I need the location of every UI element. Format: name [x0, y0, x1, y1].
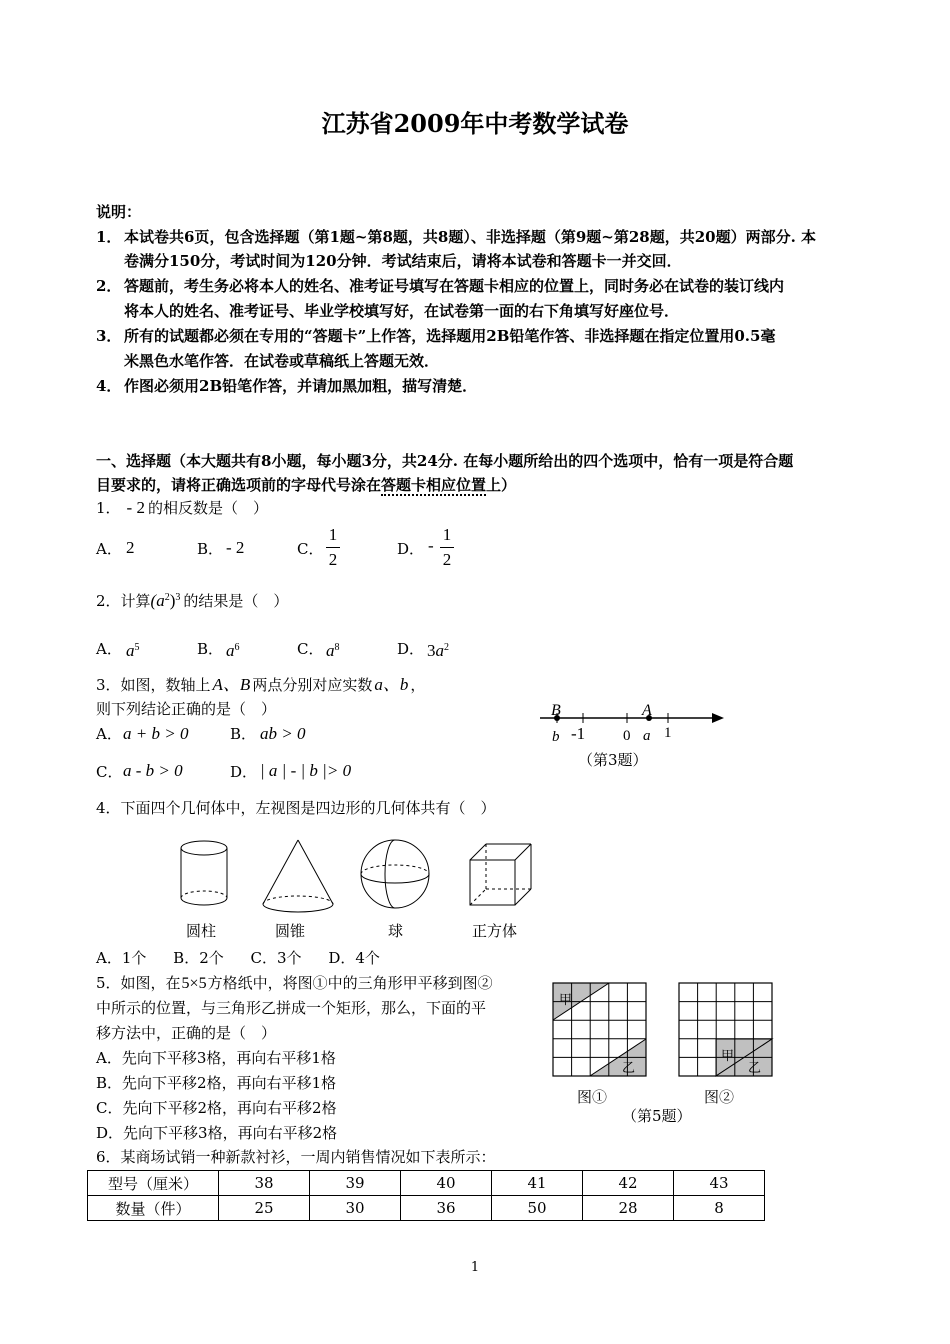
table-cell: 39	[310, 1171, 401, 1196]
table-cell: 43	[674, 1171, 765, 1196]
q2-stem: 2．计算$(a^2)^3$ 的结果是（ ）	[96, 591, 289, 610]
table-cell: 30	[310, 1196, 401, 1221]
q5-stem-line1: 5．如图，在5×5方格纸中，将图①中的三角形甲平移到图②	[96, 974, 493, 992]
label-a: a	[643, 728, 651, 744]
q2-option-a-label: A．	[96, 640, 122, 658]
label-yi: 乙	[622, 1060, 636, 1075]
label-b: b	[552, 729, 560, 745]
cube-icon	[470, 844, 531, 905]
table-cell: 25	[219, 1196, 310, 1221]
solid-label-cube: 正方体	[472, 922, 518, 940]
q1-option-c-label: C．	[297, 540, 324, 558]
fraction-numerator: 1	[442, 525, 452, 544]
q3-option-d-label: D．	[230, 763, 258, 781]
fraction-denominator: 2	[328, 550, 338, 569]
q5-grid-figure-2	[676, 980, 776, 1080]
table-cell: 42	[583, 1171, 674, 1196]
solid-label-sphere: 球	[388, 922, 404, 940]
table-cell: 28	[583, 1196, 674, 1221]
q3-option-d-expr: | a | - | b |> 0	[260, 761, 352, 780]
section1-heading-line2: 目要求的，请将正确选项前的字母代号涂在答题卡相应位置上）	[96, 476, 517, 494]
q6-sales-table	[87, 1170, 765, 1221]
cone-icon	[263, 840, 333, 912]
q4-solids-figure	[170, 836, 570, 916]
fraction-numerator: 1	[328, 525, 338, 544]
label-yi: 乙	[748, 1060, 762, 1075]
q6-stem: 6．某商场试销一种新款衬衫，一周内销售情况如下表所示：	[96, 1148, 496, 1166]
q3-option-a-label: A．	[96, 725, 122, 743]
q3-option-b-expr: ab > 0	[260, 724, 306, 743]
section1-heading-line1: 一、选择题（本大题共有8小题，每小题3分，共24分. 在每小题所给出的四个选项中，恰有一项是符合题	[96, 452, 794, 470]
table-cell: 40	[401, 1171, 492, 1196]
q1-option-a-value: 2	[126, 538, 135, 557]
q5-fig2-label: 图②	[704, 1088, 735, 1106]
table-cell: 50	[492, 1196, 583, 1221]
table-cell: 41	[492, 1171, 583, 1196]
emphasis-answer-card: 答题卡相应位置	[381, 476, 487, 494]
label-minus-one: -1	[571, 724, 586, 743]
instruction-1-line1: 本试卷共6页，包含选择题（第1题~第8题，共8题）、非选择题（第9题~第28题，共20题）两部分. 本	[124, 228, 817, 246]
row-header-size: 型号（厘米）	[88, 1171, 219, 1196]
solid-label-cone: 圆锥	[275, 922, 306, 940]
instruction-4-line1: 作图必须用2B铅笔作答，并请加黑加粗，描写清楚．	[124, 377, 478, 395]
sphere-icon	[361, 840, 429, 908]
table-cell: 36	[401, 1196, 492, 1221]
page-number: 1	[470, 1260, 480, 1275]
q4-stem: 4．下面四个几何体中，左视图是四边形的几何体共有（ ）	[96, 799, 496, 817]
table-row	[88, 1196, 765, 1221]
instruction-2-num: 2．	[96, 277, 122, 295]
q3-option-c-label: C．	[96, 763, 123, 781]
q5-stem-line2: 中所示的位置，与三角形乙拼成一个矩形，那么，下面的平	[96, 999, 487, 1017]
q5-fig1-label: 图①	[577, 1088, 608, 1106]
table-row	[88, 1171, 765, 1196]
label-A: A	[642, 702, 652, 719]
instruction-2-line1: 答题前，考生务必将本人的姓名、准考证号填写在答题卡相应的位置上，同时务必在试卷的装订线内	[124, 277, 785, 295]
q2-option-b-value: $a^6$	[226, 641, 240, 660]
instructions-heading: 说明：	[96, 203, 142, 221]
q1-option-b-value: - 2	[226, 538, 245, 557]
fraction-denominator: 2	[442, 550, 452, 569]
q5-option-a: A．先向下平移3格，再向右平移1格	[96, 1049, 336, 1067]
q2-option-d-value: $3a^2$	[427, 641, 449, 660]
instruction-1-line2: 卷满分150分，考试时间为120分钟．考试结束后，请将本试卷和答题卡一并交回．	[124, 252, 682, 270]
q2-option-d-label: D．	[397, 640, 425, 658]
label-zero: 0	[623, 728, 631, 744]
q1-option-c-fraction	[326, 525, 340, 570]
q5-grid-figure-1	[550, 980, 650, 1080]
q2-option-b-label: B．	[197, 640, 224, 658]
arrow-head-icon	[712, 713, 724, 723]
q5-stem-line3: 移方法中，正确的是（ ）	[96, 1024, 277, 1042]
q2-option-c-label: C．	[297, 640, 324, 658]
q2-option-a-value: $a^5$	[126, 641, 140, 660]
q1-option-b-label: B．	[197, 540, 224, 558]
q5-option-d: D．先向下平移3格，再向右平移2格	[96, 1124, 338, 1142]
q1-option-d-label: D．	[397, 540, 425, 558]
table-cell: 38	[219, 1171, 310, 1196]
q3-option-a-expr: a + b > 0	[123, 724, 189, 743]
solid-label-cylinder: 圆柱	[186, 922, 217, 940]
label-one: 1	[664, 725, 672, 741]
instruction-3-line2: 米黑色水笔作答．在试卷或草稿纸上答题无效．	[124, 352, 440, 370]
instruction-3-num: 3．	[96, 327, 122, 345]
q5-option-c: C．先向下平移2格，再向右平移2格	[96, 1099, 337, 1117]
label-jia: 甲	[559, 992, 573, 1007]
q1-option-d-sign: -	[428, 536, 434, 555]
q3-option-c-expr: a - b > 0	[123, 761, 183, 780]
q3-stem-line1: 3．如图，数轴上 A、B 两点分别对应实数 a、b ，	[96, 675, 426, 694]
instruction-3-line1: 所有的试题都必须在专用的“答题卡”上作答，选择题用2B铅笔作答、非选择题在指定位置用0.5毫	[124, 327, 776, 345]
q1-stem: 1． - 2 的相反数是（ ）	[96, 498, 268, 517]
q2-option-c-value: $a^8$	[326, 641, 340, 660]
table-cell: 8	[674, 1196, 765, 1221]
q1-option-a-label: A．	[96, 540, 122, 558]
label-jia: 甲	[721, 1048, 735, 1063]
q4-options: A．1个 B．2个 C．3个 D．4个	[96, 949, 380, 967]
row-header-quantity: 数量（件）	[88, 1196, 219, 1221]
q3-option-b-label: B．	[230, 725, 257, 743]
q3-caption: （第3题）	[578, 751, 648, 769]
instruction-4-num: 4．	[96, 377, 122, 395]
label-B: B	[551, 702, 561, 719]
instruction-1-num: 1．	[96, 228, 122, 246]
q3-stem-line2: 则下列结论正确的是（ ）	[96, 700, 277, 718]
cylinder-icon	[181, 841, 227, 905]
instruction-2-line2: 将本人的姓名、准考证号、毕业学校填写好，在试卷第一面的右下角填写好座位号．	[124, 302, 680, 320]
page-title: 江苏省2009年中考数学试卷	[321, 109, 629, 138]
q5-caption: （第5题）	[622, 1107, 692, 1125]
q5-option-b: B．先向下平移2格，再向右平移1格	[96, 1074, 337, 1092]
q1-option-d-fraction	[440, 525, 454, 570]
